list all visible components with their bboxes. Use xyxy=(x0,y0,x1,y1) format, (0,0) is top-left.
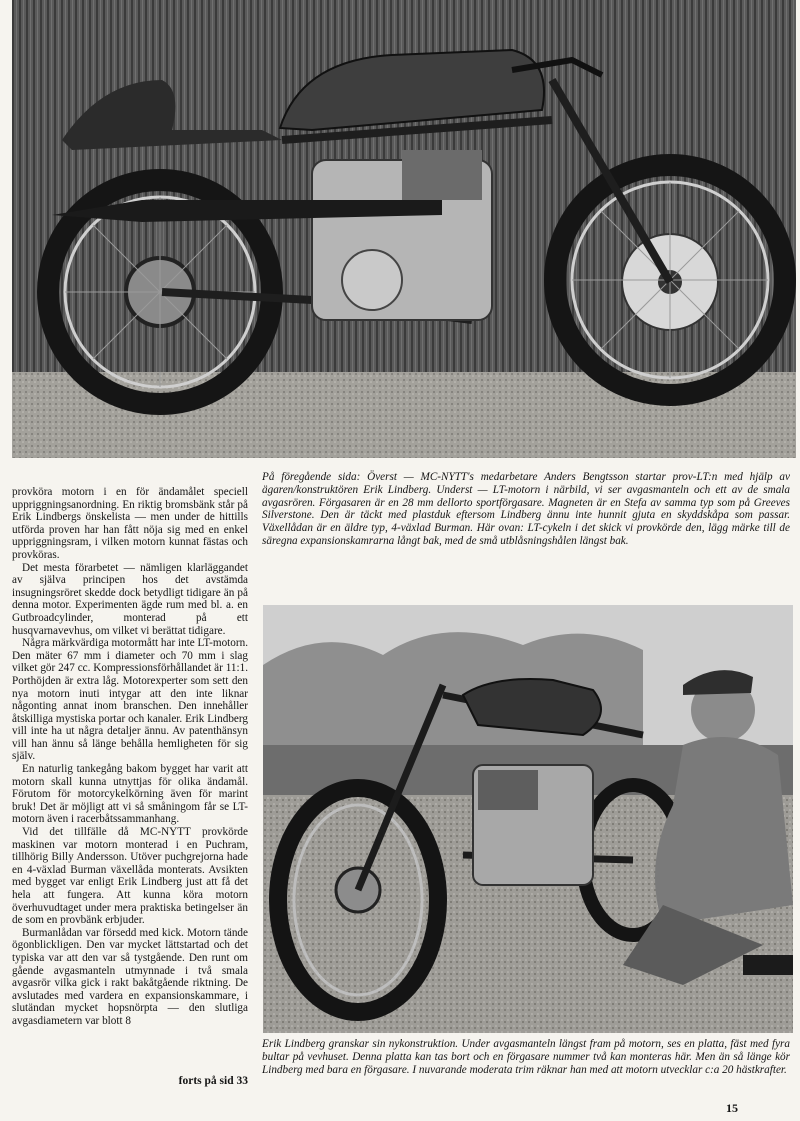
article-paragraph: provköra motorn i en för ändamålet speciell uppriggningsanordning. En riktig bromsbänk står på Erik Lindbergs önskelista — men under de hittills utförda proven har han fått nöja sig med en enkel uppriggningsram, i vilken motorn kunnat fästas och provköras. xyxy=(12,486,248,561)
man-inspecting-motorcycle-image xyxy=(263,605,793,1033)
photo-caption-bottom: Erik Lindberg granskar sin nykonstruktion. Under avgasmanteln längst fram på motorn, ses en platta, fäst med fyra bultar på vevhuset. Denna platta kan tas bort och en förgasare nummer två kan monteras här. Men än så länge kör Lindberg med bara en förgasare. I nuvarande moderata trim räknar han med att motorn utvecklar c:a 20 hästkrafter. xyxy=(262,1038,790,1076)
article-paragraph: Vid det tillfälle då MC-NYTT provkörde maskinen var motorn monterad i en Puchram, tillhörig Billy Andersson. Utöver puchgrejorna hade en 4-växlad Burman växellåda monterats. Avsikten med bygget var enligt Erik Lindberg just att få det hela att fungera. Att kunna köra motorn överhuvudtaget under mera praktiska betingelser än de som en provbänk erbjuder. xyxy=(12,826,248,927)
photo-caption-top: På föregående sida: Överst — MC-NYTT's medarbetare Anders Bengtsson startar prov-LT:n med hjälp av ägaren/konstruktören Erik Lindberg. Underst — LT-motorn i närbild, vi ser avgasmanteln och ett av de smala avgasrören. Förgasaren är en 28 mm dellorto sportförgasare. Magneten är en Stefa av samma typ som på Greeves Silverstone. Den är täckt med plastduk eftersom Lindberg ännu inte hunnit gjuta en skyddskåpa som passar. Växellådan är en äldre typ, 4-växlad Burman. Här ovan: LT-cykeln i det skick vi provkörde den, lägg märke till de säregna expansionskamrarna långt bak, med de små utblåsningshålen längst bak. xyxy=(262,471,790,547)
article-body-text xyxy=(12,486,248,1028)
motorcycle-photo-top xyxy=(12,0,796,458)
article-paragraph: En naturlig tankegång bakom bygget har varit att motorn skall kunna utnyttjas för olika ändamål. Förutom för motorcykelkörning även för marint bruk! Det är möjligt att vi så småningom får se LT-motorn även i racerbåtssammanhang. xyxy=(12,763,248,826)
motorcycle-side-view-image xyxy=(12,0,796,458)
article-paragraph: Burmanlådan var försedd med kick. Motorn tände ögonblickligen. Den var mycket lättstartad och det typiska var att den var så tystgående. Den runt om gående avgasmanteln utmynnade i två smala avgasrör vilka gick i rakt bakåtgående riktning. De avslutades med vardera en expansionskammare, i slutändan mycket hopsnörpta — den slutliga avgasdiametern var blott 8 xyxy=(12,926,248,1027)
continued-on-page-link[interactable]: forts på sid 33 xyxy=(178,1075,248,1087)
article-paragraph: Några märkvärdiga motormått har inte LT-motorn. Den mäter 67 mm i diameter och 70 mm i slag vilket gör 247 cc. Kompressionsförhållandet är 11:1. Porthöjden är extra låg. Motorexperter som sett den nya motorn inuti intygar att den inte liknar någonting annat inom branschen. Den innehåller åtskilliga mystiska portar och kanaler. Erik Lindberg vill inte ha ut några detaljer ännu. Av patenthänsyn vill han ännu så länge behålla hemligheten för sig själv. xyxy=(12,637,248,763)
page-number: 15 xyxy=(726,1101,738,1115)
article-paragraph: Det mesta förarbetet — nämligen klarläggandet av själva principen hos det avstämda insugningsröret skedde dock betydligt tidigare än på denna motor. Experimenten ägde rum med bl. a. en Gutbroadcylinder, monterad på ett husqvarnavevhus, om vilket vi berättat tidigare. xyxy=(12,561,248,637)
motorcycle-photo-bottom xyxy=(263,605,793,1033)
